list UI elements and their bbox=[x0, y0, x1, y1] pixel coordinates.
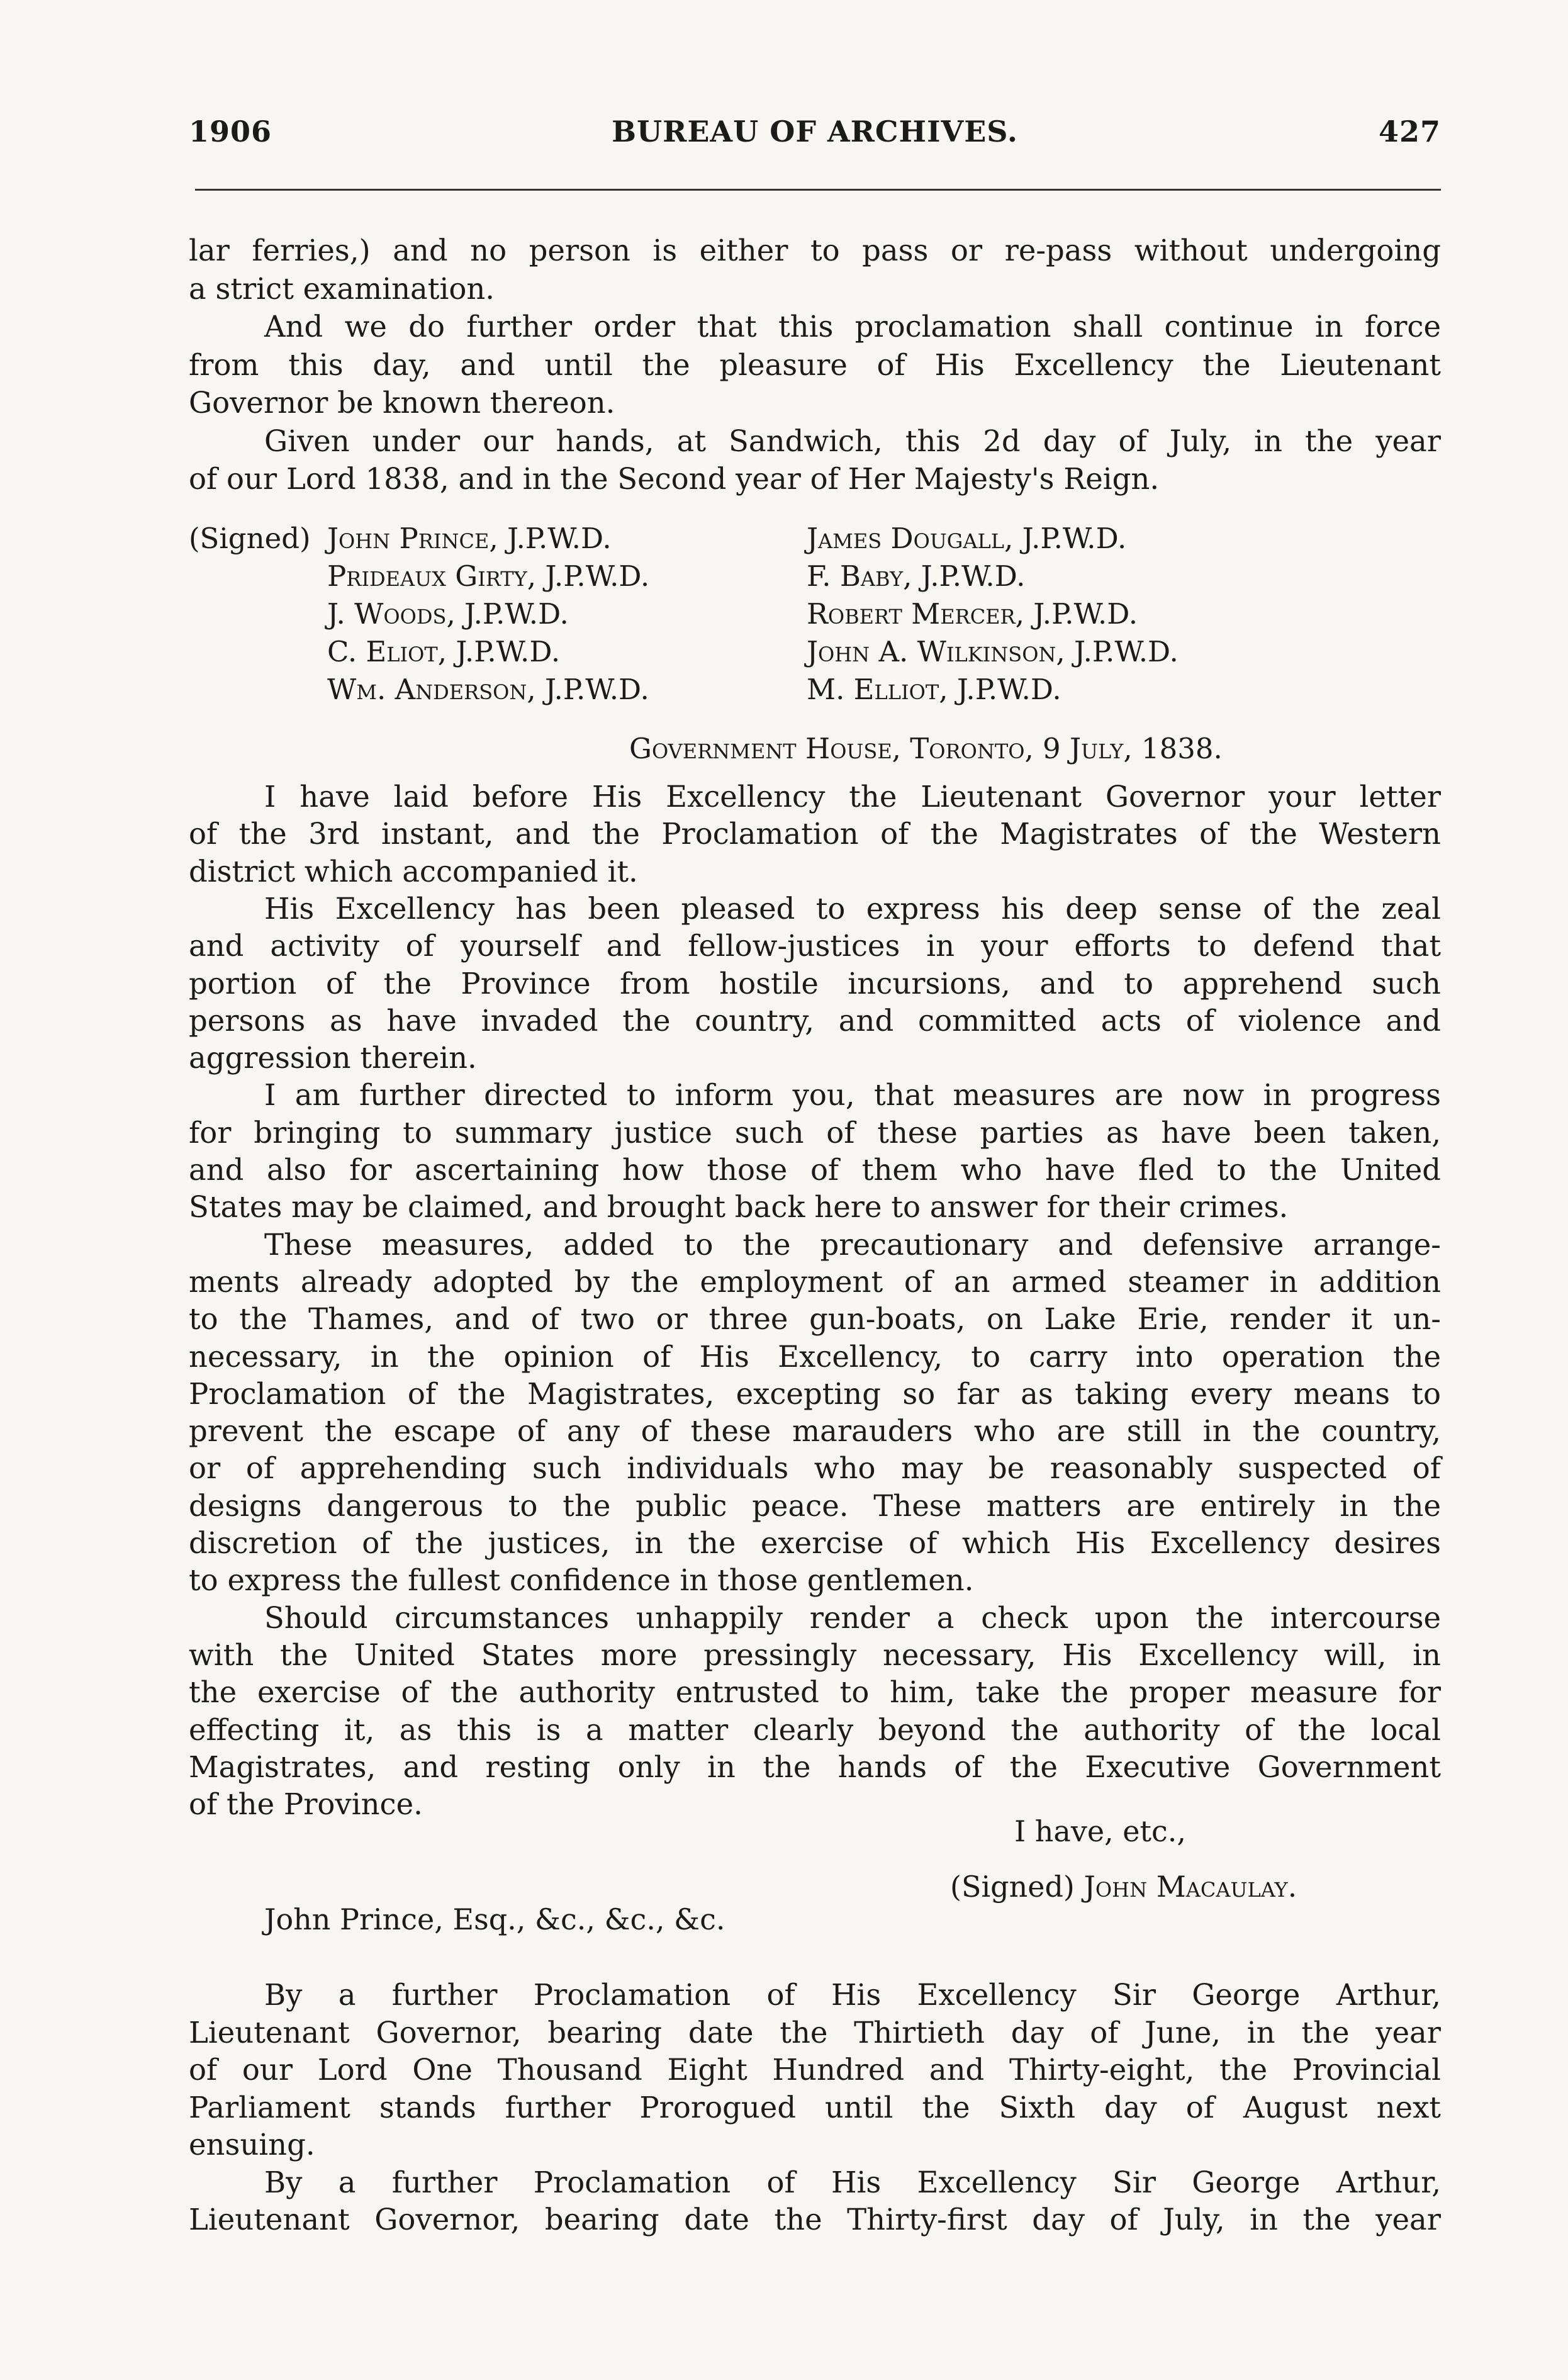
further-line: Lieutenant Governor, bearing date the Thirtieth day of June, in the year bbox=[189, 2015, 1441, 2050]
signatory-name: Wm. Anderson, J.P.W.D. bbox=[327, 673, 649, 706]
letter-line: Magistrates, and resting only in the hands of the Executive Government bbox=[189, 1749, 1441, 1784]
letter-addressee: John Prince, Esq., &c., &c., &c. bbox=[264, 1902, 725, 1936]
letter-line: His Excellency has been pleased to express his deep sense of the zeal bbox=[264, 891, 1441, 926]
letter-line: the exercise of the authority entrusted to him, take the proper measure for bbox=[189, 1675, 1441, 1710]
page-header bbox=[189, 115, 1441, 159]
signatory-name: Prideaux Girty, J.P.W.D. bbox=[327, 559, 650, 593]
proclamation-line: a strict examination. bbox=[189, 271, 495, 306]
letter-line: I am further directed to inform you, that measures are now in progress bbox=[264, 1078, 1441, 1113]
letter-line: for bringing to summary justice such of these parties as have been taken, bbox=[189, 1115, 1441, 1150]
letter-line: Proclamation of the Magistrates, excepting so far as taking every means to bbox=[189, 1376, 1441, 1411]
letter-line: effecting it, as this is a matter clearly beyond the authority of the local bbox=[189, 1712, 1441, 1747]
letter-line: or of apprehending such individuals who may be reasonably suspected of bbox=[189, 1451, 1441, 1486]
further-line: ensuing. bbox=[189, 2128, 315, 2162]
letter-line: ments already adopted by the employment of an armed steamer in addition bbox=[189, 1264, 1441, 1299]
proclamation-line: Given under our hands, at Sandwich, this 2d day of July, in the year bbox=[264, 424, 1441, 458]
letter-line: district which accompanied it. bbox=[189, 854, 638, 889]
signatory-name: M. Elliot, J.P.W.D. bbox=[807, 673, 1061, 706]
letter-line: I have laid before His Excellency the Lieutenant Governor your letter bbox=[264, 780, 1441, 814]
letter-line: portion of the Province from hostile incursions, and to apprehend such bbox=[189, 966, 1441, 1001]
proclamation-line: lar ferries,) and no person is either to pass or re-pass without undergoing bbox=[189, 233, 1441, 267]
signatory-name: Robert Mercer, J.P.W.D. bbox=[807, 597, 1138, 631]
letter-line: These measures, added to the precautionary and defensive arrange- bbox=[264, 1227, 1441, 1262]
letter-line: to express the fullest confidence in those gentlemen. bbox=[189, 1563, 974, 1598]
letter-line: aggression therein. bbox=[189, 1041, 477, 1075]
further-line: Lieutenant Governor, bearing date the Thirty-first day of July, in the year bbox=[189, 2203, 1441, 2237]
letter-line: necessary, in the opinion of His Excellency, to carry into operation the bbox=[189, 1339, 1441, 1374]
letter-line: discretion of the justices, in the exercise of which His Excellency desires bbox=[189, 1526, 1441, 1560]
signatory-name: John A. Wilkinson, J.P.W.D. bbox=[807, 635, 1179, 668]
letter-signed-prefix: (Signed) bbox=[950, 1870, 1075, 1904]
further-line: Parliament stands further Prorogued until the Sixth day of August next bbox=[189, 2090, 1441, 2125]
letter-line: designs dangerous to the public peace. These matters are entirely in the bbox=[189, 1488, 1441, 1523]
letter-line: with the United States more pressingly necessary, His Excellency will, in bbox=[189, 1637, 1441, 1672]
further-line: By a further Proclamation of His Excellency Sir George Arthur, bbox=[264, 1978, 1441, 2012]
letter-dateline: Government House, Toronto, 9 July, 1838. bbox=[629, 732, 1223, 765]
letter-line: persons as have invaded the country, and committed acts of violence and bbox=[189, 1003, 1441, 1038]
signatory-name: James Dougall, J.P.W.D. bbox=[807, 522, 1127, 555]
proclamation-line: Governor be known thereon. bbox=[189, 386, 615, 420]
page-number: 427 bbox=[1378, 115, 1441, 149]
header-rule bbox=[195, 189, 1441, 191]
signed-prefix: (Signed) bbox=[189, 522, 311, 555]
further-line: By a further Proclamation of His Excellency Sir George Arthur, bbox=[264, 2165, 1441, 2199]
letter-line: of the Province. bbox=[189, 1787, 423, 1822]
proclamation-line: of our Lord 1838, and in the Second year of Her Majesty's Reign. bbox=[189, 462, 1160, 496]
letter-signer: John Macaulay. bbox=[1084, 1870, 1297, 1904]
signatures-left-column bbox=[327, 520, 649, 709]
letter-line: Should circumstances unhappily render a check upon the intercourse bbox=[264, 1600, 1441, 1635]
letter-line: prevent the escape of any of these marauders who are still in the country, bbox=[189, 1414, 1441, 1449]
signatory-name: C. Eliot, J.P.W.D. bbox=[327, 635, 561, 668]
letter-line: and activity of yourself and fellow-justices in your efforts to defend that bbox=[189, 929, 1441, 963]
proclamation-line: from this day, and until the pleasure of His Excellency the Lieutenant bbox=[189, 347, 1441, 382]
signatory-name: J. Woods, J.P.W.D. bbox=[327, 597, 569, 631]
letter-signature bbox=[950, 1868, 1297, 1906]
proclamation-line: And we do further order that this proclamation shall continue in force bbox=[264, 310, 1441, 344]
header-title: BUREAU OF ARCHIVES. bbox=[612, 115, 1018, 149]
letter-line: and also for ascertaining how those of them who have fled to the United bbox=[189, 1153, 1441, 1187]
letter-line: of the 3rd instant, and the Proclamation of the Magistrates of the Western bbox=[189, 817, 1441, 851]
signatory-name: John Prince, J.P.W.D. bbox=[327, 522, 612, 555]
letter-line: States may be claimed, and brought back here to answer for their crimes. bbox=[189, 1190, 1289, 1225]
signatures-right-column bbox=[807, 520, 1179, 709]
letter-closing: I have, etc., bbox=[1014, 1814, 1187, 1848]
letter-line: to the Thames, and of two or three gun-boats, on Lake Erie, render it un- bbox=[189, 1302, 1441, 1337]
header-year: 1906 bbox=[189, 115, 272, 149]
signatory-name: F. Baby, J.P.W.D. bbox=[807, 559, 1026, 593]
further-line: of our Lord One Thousand Eight Hundred and Thirty-eight, the Provincial bbox=[189, 2053, 1441, 2087]
